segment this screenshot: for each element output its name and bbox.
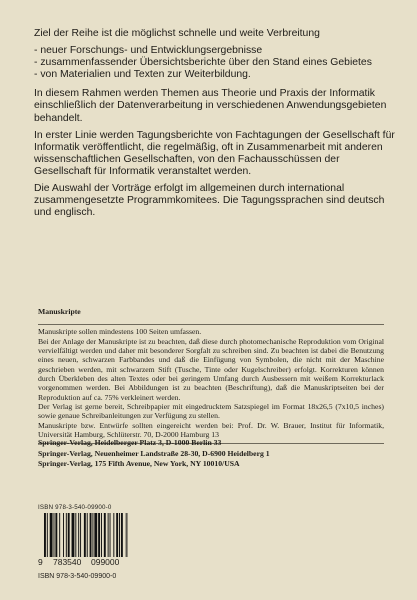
series-goals-list <box>34 45 396 81</box>
barcode-bar <box>104 513 106 557</box>
isbn-barcode <box>38 504 132 584</box>
barcode-bar <box>110 513 111 557</box>
barcode-bar <box>44 513 46 557</box>
series-paragraph-topics: In diesem Rahmen werden Themen aus Theorie und Praxis der Informatik einschließlich der Datenverarbeitung in verschiedenen Anwendungsgebieten behandelt. <box>34 88 387 124</box>
manuscripts-section <box>38 307 384 444</box>
series-goal-item: - zusammenfassender Übersichtsberichte über den Stand eines Gebietes <box>34 57 396 69</box>
barcode-bar <box>50 513 53 557</box>
series-description <box>34 28 396 224</box>
barcode-bar <box>63 513 64 557</box>
barcode-bar <box>47 513 48 557</box>
barcode-bar <box>101 513 102 557</box>
publisher-address: Springer-Verlag, Neuenheimer Landstraße 28-30, D-6900 Heidelberg 1 <box>38 448 270 458</box>
barcode-bar <box>113 513 114 557</box>
barcode-graphic <box>38 513 132 569</box>
series-goal-item: - neuer Forschungs- und Entwicklungsergebnisse <box>34 45 396 57</box>
barcode-bar <box>92 513 93 557</box>
manuscripts-title: Manuskripte <box>38 307 81 316</box>
isbn-top-label: ISBN 978-3-540-09900-0 <box>38 504 112 511</box>
manuscripts-line: Bei der Anlage der Manuskripte ist zu beachten, daß diese durch photomechanische Reproduktion vom Original vervielfältigt werden und daher mit besonderer Sorgfalt zu schreiben sind. Zu beachten ist dabei die Benutzung eines neuen, schwarzen Farbbandes und daß die Einfügung von Symbolen, die nicht mit der Maschine geschrieben werden, mit schwarzem Stift (Tusche, Tinte oder Kugelschreiber) erfolgt. Korrekturen können durch Überkleben des alten Textes oder bei geringem Umfang durch Ausbessern mit weißem Korrekturlack vorgenommen werden. Bei Abbildungen ist zu beachten (Beschriftung), daß die Manuskriptseiten bei der Reproduktion auf ca. 75% verkleinert werden. <box>38 336 384 402</box>
barcode-bar <box>94 513 97 557</box>
divider <box>38 324 384 325</box>
barcode-bar <box>55 513 57 557</box>
barcode-bar <box>59 513 60 557</box>
barcode-bar <box>90 513 92 557</box>
barcode-bar <box>116 513 118 557</box>
barcode-bar <box>54 513 55 557</box>
manuscripts-line: Der Verlag ist gerne bereit, Schreibpapier mit eingedrucktem Satzspiegel im Format 18x26,5 (7x10,5 inches) sowie genaue Schreibanleitungen zur Verfügung zu stellen. <box>38 402 384 421</box>
publisher-address: Springer-Verlag, 175 Fifth Avenue, New York, NY 10010/USA <box>38 459 240 469</box>
barcode-right-group: 099000 <box>91 557 120 567</box>
barcode-bar <box>72 513 75 557</box>
barcode-bar <box>84 513 86 557</box>
barcode-bar <box>121 513 123 557</box>
manuscripts-line: Manuskripte sollen mindestens 100 Seiten umfassen. <box>38 327 202 337</box>
barcode-bar <box>80 513 81 557</box>
manuscripts-line: Manuskripte bzw. Entwürfe sollten eingereicht werden bei: Prof. Dr. W. Brauer, Institut für Informatik, Universität Hamburg, Schlüterstr. 70, D-2000 Hamburg 13 <box>38 420 384 440</box>
barcode-bar <box>108 513 109 557</box>
barcode-bar <box>68 513 70 557</box>
series-paragraph-proceedings: In erster Linie werden Tagungsberichte von Fachtagungen der Gesellschaft für Informatik veröffentlicht, die regelmäßig, oft in Zusammenarbeit mit anderen wissenschaftlichen Gesellschaften, von den Fachausschüssen der Gesellschaft für Informatik veranstaltet werden. <box>34 129 395 177</box>
publisher-address: Springer-Verlag, Heidelberger Platz 3, D-1000 Berlin 33 <box>38 438 222 447</box>
barcode-bar <box>126 513 127 557</box>
series-goal-item: - von Materialien und Texten zur Weiterbildung. <box>34 69 396 81</box>
series-paragraph-selection: Die Auswahl der Vorträge erfolgt im allgemeinen durch international zusammengesetzte Programmkomitees. Die Tagungssprachen sind deutsch und englisch. <box>34 183 385 219</box>
series-intro: Ziel der Reihe ist die möglichst schnelle und weite Verbreitung <box>34 28 320 39</box>
barcode-bar <box>119 513 120 557</box>
barcode-left-group: 783540 <box>53 557 82 567</box>
barcode-bar <box>66 513 67 557</box>
manuscripts-body <box>38 327 384 439</box>
barcode-bar <box>78 513 79 557</box>
barcode-bar <box>75 513 76 557</box>
barcode-bars <box>44 513 128 557</box>
isbn-bottom-label: ISBN 978-3-540-09900-0 <box>38 573 117 580</box>
publisher-addresses <box>38 438 270 470</box>
barcode-lead-digit: 9 <box>38 557 43 567</box>
barcode-bar <box>87 513 88 557</box>
barcode-bar <box>98 513 100 557</box>
